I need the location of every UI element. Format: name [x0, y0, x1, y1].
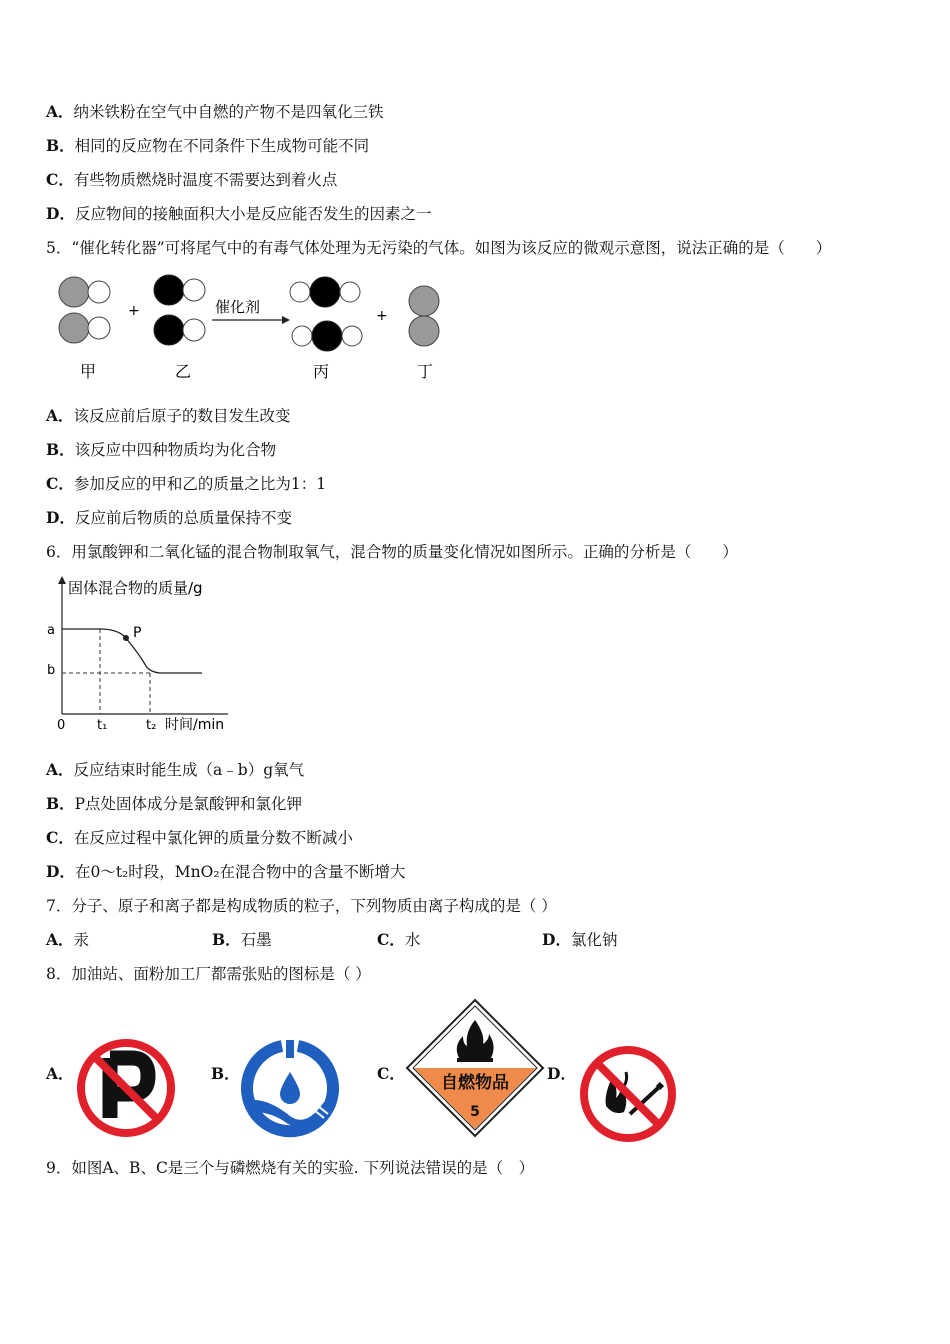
q6-stem: 6．用氯酸钾和二氧化锰的混合物制取氧气，混合物的质量变化情况如图所示。正确的分析是（ ） [46, 543, 738, 561]
label-b: b [47, 663, 56, 678]
molecule-yi-1 [154, 275, 205, 305]
q4-option-d [46, 204, 431, 224]
arrow-head [282, 316, 290, 324]
label-t2: t₂ [146, 718, 157, 733]
label-t1: t₁ [97, 718, 108, 733]
option-text: 反应物间的接触面积大小是反应能否发生的因素之一 [74, 205, 432, 223]
option-text: 反应前后物质的总质量保持不变 [74, 509, 292, 527]
x-axis-label: 时间/min [165, 717, 225, 733]
no-open-flame-sign-icon [578, 1044, 678, 1144]
label-a: a [47, 623, 55, 638]
q8-label-c: C． [377, 1064, 405, 1083]
sign-c-number: 5 [470, 1104, 480, 1120]
q8-label-d: D． [547, 1064, 576, 1083]
option-label: D． [46, 204, 75, 223]
plus-sign-1: + [128, 303, 140, 319]
option-label: D． [46, 508, 75, 527]
molecule-jia-1 [59, 277, 110, 307]
catalyst-label: 催化剂 [215, 298, 261, 316]
label-origin: 0 [57, 718, 66, 733]
q8-label-a: A． [46, 1064, 74, 1083]
q5-stem: 5．“催化转化器”可将尾气中的有毒气体处理为无污染的气体。如图为该反应的微观示意图，说法正确的是（ ） [46, 239, 832, 257]
water-saving-sign-icon [240, 1038, 340, 1138]
option-label: C． [46, 170, 74, 189]
option-label: C． [46, 474, 74, 493]
plus-sign-2: + [376, 308, 388, 324]
q5-option-d [46, 508, 292, 528]
q4-option-a [46, 102, 384, 122]
q6-mass-graph [42, 574, 242, 736]
option-text: 在反应过程中氯化钾的质量分数不断减小 [73, 829, 353, 847]
q6-option-c [46, 828, 353, 848]
q8-stem: 8．加油站、面粉加工厂都需张贴的图标是（ ） [46, 965, 371, 983]
option-label: D． [46, 862, 75, 881]
y-axis-arrow [58, 576, 66, 584]
label-p: P [133, 625, 142, 641]
option-label: B． [46, 136, 75, 155]
sign-c-text: 自燃物品 [441, 1073, 509, 1093]
option-label: D． [542, 930, 571, 949]
option-label: A． [46, 406, 74, 425]
option-text: 该反应中四种物质均为化合物 [74, 441, 277, 459]
option-label: A． [46, 760, 74, 779]
option-label: B． [46, 794, 75, 813]
option-text: 汞 [73, 931, 90, 949]
point-p [123, 635, 129, 641]
label-bing: 丙 [313, 362, 330, 381]
option-text: 该反应前后原子的数目发生改变 [73, 407, 291, 425]
q7-option-b [212, 930, 272, 950]
mass-curve [62, 629, 202, 673]
q7-option-d [542, 930, 617, 950]
option-text: P点处固体成分是氯酸钾和氯化钾 [74, 795, 303, 813]
q4-option-c [46, 170, 337, 190]
q6-option-a [46, 760, 304, 780]
no-parking-sign-icon [76, 1038, 176, 1138]
option-text: 参加反应的甲和乙的质量之比为1：1 [73, 475, 327, 493]
option-label: A． [46, 930, 74, 949]
q8-label-b: B． [211, 1064, 240, 1083]
spontaneous-combustion-sign-icon [405, 998, 545, 1138]
molecule-bing-1 [290, 277, 360, 307]
q5-option-c [46, 474, 326, 494]
q6-option-b [46, 794, 302, 814]
q6-option-d [46, 862, 406, 882]
q5-option-b [46, 440, 276, 460]
y-axis-label: 固体混合物的质量/g [68, 579, 203, 597]
q7-option-c [377, 930, 420, 950]
q4-option-b [46, 136, 369, 156]
molecule-yi-2 [154, 315, 205, 345]
q7-option-a [46, 930, 89, 950]
molecule-jia-2 [59, 313, 110, 343]
option-text: 氯化钠 [570, 931, 618, 949]
molecule-ding [409, 286, 439, 346]
option-label: C． [377, 930, 405, 949]
q7-stem: 7．分子、原子和离子都是构成物质的粒子，下列物质由离子构成的是（ ） [46, 897, 557, 915]
option-text: 相同的反应物在不同条件下生成物可能不同 [74, 137, 370, 155]
option-text: 反应结束时能生成（a﹣b）g氧气 [73, 761, 305, 779]
label-yi: 乙 [175, 362, 192, 381]
q5-reaction-diagram [50, 270, 450, 385]
option-label: C． [46, 828, 74, 847]
option-text: 在0～t₂时段，MnO₂在混合物中的含量不断增大 [74, 863, 406, 881]
option-label: B． [212, 930, 241, 949]
option-text: 水 [404, 931, 421, 949]
option-text: 石墨 [240, 931, 272, 949]
molecule-bing-2 [292, 321, 362, 351]
option-label: A． [46, 102, 74, 121]
q5-option-a [46, 406, 291, 426]
option-text: 有些物质燃烧时温度不需要达到着火点 [73, 171, 338, 189]
label-ding: 丁 [417, 362, 434, 381]
option-label: B． [46, 440, 75, 459]
q9-stem: 9．如图A、B、C是三个与磷燃烧有关的实验. 下列说法错误的是（ ） [46, 1159, 535, 1177]
label-jia: 甲 [80, 362, 97, 381]
option-text: 纳米铁粉在空气中自燃的产物不是四氧化三铁 [73, 103, 384, 121]
